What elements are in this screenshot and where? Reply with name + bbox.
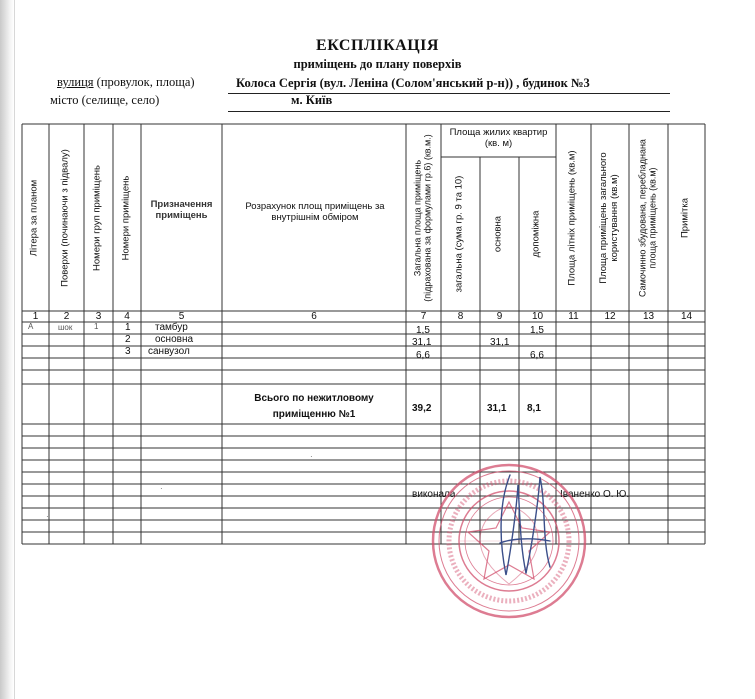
row1-group: 1 xyxy=(94,322,99,331)
column-number: 4 xyxy=(124,311,130,322)
dot-mark: · xyxy=(310,452,313,461)
row1-total: 1,5 xyxy=(416,325,430,336)
performed-by-label: виконала xyxy=(412,489,456,500)
header-room-numbers: Номери приміщень xyxy=(120,175,132,261)
street-label-rest: (провулок, площа) xyxy=(93,75,195,89)
row2-total: 31,1 xyxy=(412,337,432,348)
row1-litera: А xyxy=(28,322,34,331)
column-number: 2 xyxy=(63,311,70,322)
row3-total: 6,6 xyxy=(416,350,430,361)
city-label: місто (селище, село) xyxy=(50,93,160,107)
header-common-area: Площа приміщень загального користування (кв.м) xyxy=(598,152,620,284)
row3-aux: 6,6 xyxy=(530,350,544,361)
header-living-main: основна xyxy=(492,215,504,253)
column-number: 9 xyxy=(496,311,503,322)
summary-label: Всього по нежитловому приміщенню №1 xyxy=(254,393,374,420)
column-number: 11 xyxy=(568,311,579,322)
column-number: 7 xyxy=(420,311,427,322)
header-summer-area: Площа літніх приміщень (кв.м) xyxy=(566,150,578,286)
dot-mark: · xyxy=(160,484,163,493)
column-number: 12 xyxy=(604,311,616,322)
street-label-underlined: вулиця xyxy=(57,75,94,89)
header-unauthorized-area: Самочинно збудована, перебладнана площа приміщень (кв.м) xyxy=(637,139,658,297)
row1-purpose: тамбур xyxy=(155,322,188,333)
header-note: Примітка xyxy=(679,197,691,239)
header-calculation: Розрахунок площ приміщень за внутрішнім обміром xyxy=(245,201,385,223)
row1-number: 1 xyxy=(125,322,131,333)
row2-main: 31,1 xyxy=(490,337,510,348)
summary-main: 31,1 xyxy=(487,403,507,414)
handwritten-signature-icon xyxy=(480,455,570,595)
row1-floor: шок xyxy=(58,323,73,332)
header-purpose: Призначення приміщень xyxy=(150,199,213,221)
summary-total: 39,2 xyxy=(412,403,432,414)
row2-purpose: основна xyxy=(155,334,194,345)
row3-number: 3 xyxy=(125,346,131,357)
header-litera: Літера за планом xyxy=(28,179,40,257)
header-living-aux: допоміжна xyxy=(530,210,542,258)
performer-name: Іваненко О. Ю. xyxy=(560,489,630,500)
row1-aux: 1,5 xyxy=(530,325,544,336)
column-number: 10 xyxy=(531,311,544,322)
street-value: Колоса Сергія (вул. Леніна (Солом'янський р-н)) , будинок №3 xyxy=(236,76,590,90)
column-number: 5 xyxy=(178,311,185,322)
row2-number: 2 xyxy=(125,334,131,345)
row3-purpose: санвузол xyxy=(148,346,190,357)
dot-mark: · xyxy=(46,512,49,521)
header-groups: Номери груп приміщень xyxy=(91,165,103,271)
document-title: ЕКСПЛІКАЦІЯ xyxy=(316,37,439,54)
header-total-area: Загальна площа приміщень (підрахована за формулами гр.6) (кв.м.) xyxy=(412,134,433,302)
document-subtitle: приміщень до плану поверхів xyxy=(293,57,462,71)
header-living-total: загальна (сума гр. 9 та 10) xyxy=(453,175,465,293)
column-number: 6 xyxy=(311,311,317,322)
city-value: м. Київ xyxy=(291,93,333,107)
column-number: 1 xyxy=(32,311,39,322)
header-floors: Поверхи (починаючи з підвалу) xyxy=(59,149,71,287)
column-number: 8 xyxy=(457,311,464,322)
column-number: 3 xyxy=(95,311,102,322)
summary-aux: 8,1 xyxy=(527,403,541,414)
column-number: 14 xyxy=(680,311,693,322)
header-living-area: Площа жилих квартир (кв. м) xyxy=(449,127,548,149)
column-number: 13 xyxy=(642,311,655,322)
